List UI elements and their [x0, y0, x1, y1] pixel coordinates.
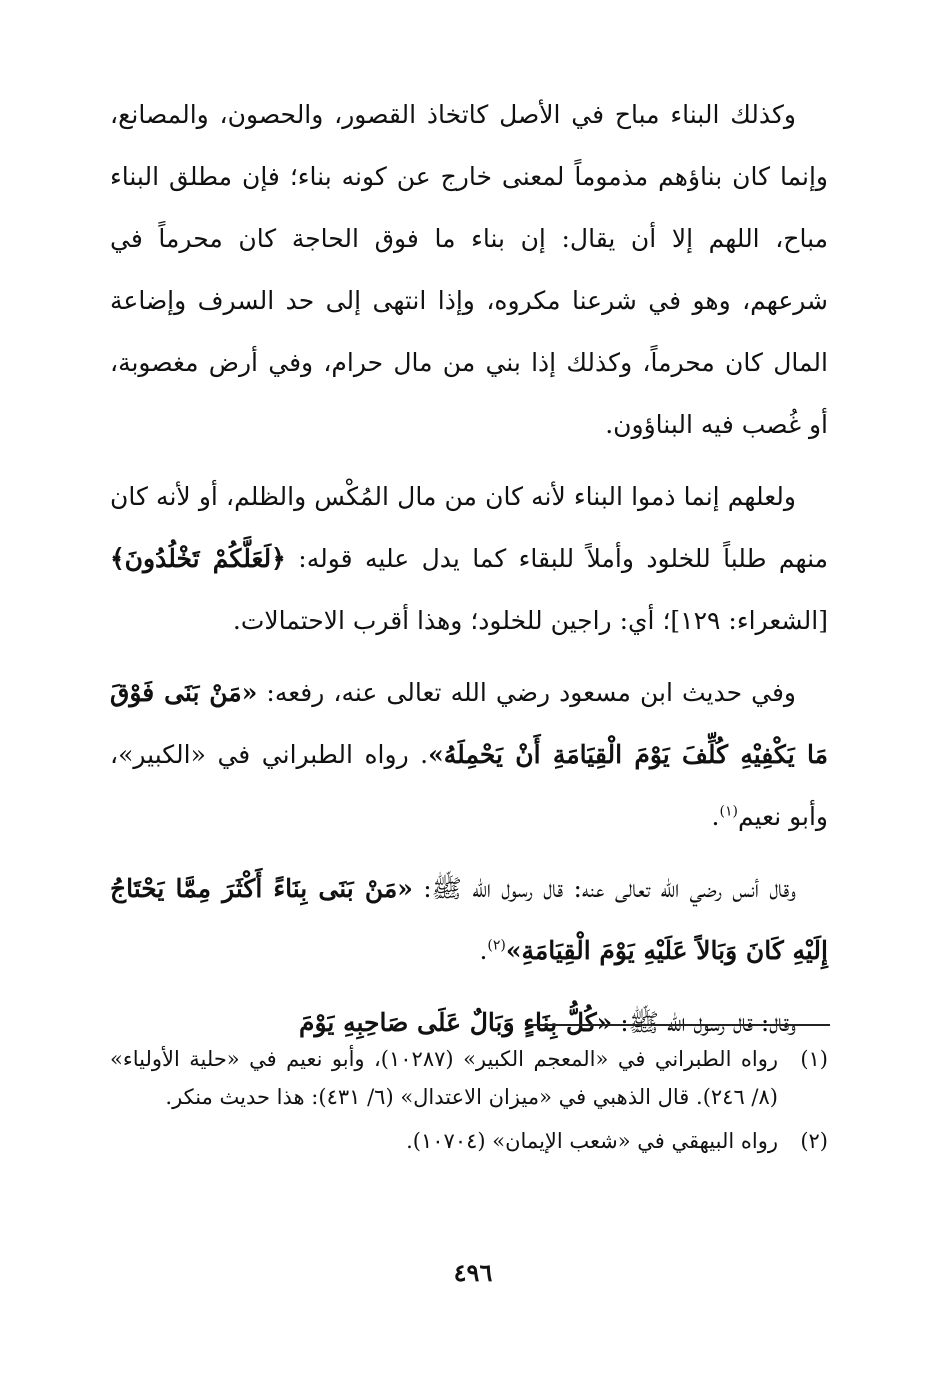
paragraph-text: . رواه الطبراني في «الكبير»، وأبو نعيم	[110, 740, 828, 831]
paragraph-text: وقال أنس رضي الله تعالى عنه: قال رسول الله ﷺ:	[412, 874, 796, 903]
paragraph-text: وقال: قال رسول الله ﷺ:	[612, 1008, 796, 1037]
footnote-number: (٢)	[800, 1129, 828, 1153]
footnote-marker: (١)	[719, 803, 738, 820]
footnotes	[110, 1040, 828, 1166]
paragraph	[110, 662, 828, 848]
page-number: ٤٩٦	[453, 1258, 493, 1287]
hadith-quote: «مَنْ بَنَى فَوْقَ مَا يَكْفِيْهِ كُلِّفَ يَوْمَ الْقِيَامَةِ أَنْ يَحْمِلَهُ»	[110, 678, 828, 769]
paragraph-text: وفي حديث ابن مسعود رضي الله تعالى عنه، رفعه:	[257, 678, 797, 707]
footnote-text: رواه البيهقي في «شعب الإيمان» (١٠٧٠٤).	[406, 1129, 778, 1153]
paragraph-text: .	[711, 802, 720, 831]
footnote-text: رواه الطبراني في «المعجم الكبير» (١٠٢٨٧)، وأبو نعيم في «حلية الأولياء» (٨/ ٢٤٦). قال الذهبي في «ميزان الاعتدال» (٦/ ٤٣١): هذا حديث منكر.	[110, 1047, 778, 1109]
footnote	[110, 1122, 828, 1160]
footnote	[110, 1040, 828, 1116]
footnote-number: (١)	[800, 1047, 828, 1071]
page-body	[110, 84, 828, 1064]
paragraph-text: ولعلهم إنما ذموا البناء لأنه كان من مال المُكْس والظلم، أو لأنه كان منهم طلباً للخلود وأملاً للبقاء كما يدل عليه قوله:	[110, 482, 829, 573]
footnote-marker: (٢)	[487, 937, 506, 954]
footnote-separator	[528, 1024, 830, 1026]
hadith-quote: «كُلُّ بِنَاءٍ وَبَالٌ عَلَى صَاحِبِهِ يَوْمَ	[299, 1008, 613, 1037]
paragraph-text: [الشعراء: ١٢٩]؛ أي: راجين للخلود؛ وهذا أقرب الاحتمالات.	[232, 606, 828, 635]
quran-verse: ﴿لَعَلَّكُمْ تَخْلُدُونَ﴾	[110, 544, 286, 573]
paragraph-text: .	[479, 936, 488, 965]
hadith-quote: «مَنْ بَنَى بِنَاءً أَكْثَرَ مِمَّا يَحْتَاجُ إِلَيْهِ كَانَ وَبَالاً عَلَيْهِ يَوْمَ الْقِيَامَةِ»	[110, 874, 828, 965]
paragraph	[110, 84, 828, 456]
paragraph	[110, 466, 828, 652]
paragraph	[110, 858, 828, 982]
paragraph-text: وكذلك البناء مباح في الأصل كاتخاذ القصور، والحصون، والمصانع، وإنما كان بناؤهم مذموماً لمعنى خارج عن كونه بناء؛ فإن مطلق البناء مباح، اللهم إلا أن يقال: إن بناء ما فوق الحاجة كان محرماً في شرعهم، وهو في شرعنا مكروه، وإذا انتهى إلى حد السرف وإضاعة المال كان محرماً، وكذلك إذا بني من مال حرام، وفي أرض مغصوبة، أو غُصب فيه البناؤون.	[110, 100, 828, 439]
